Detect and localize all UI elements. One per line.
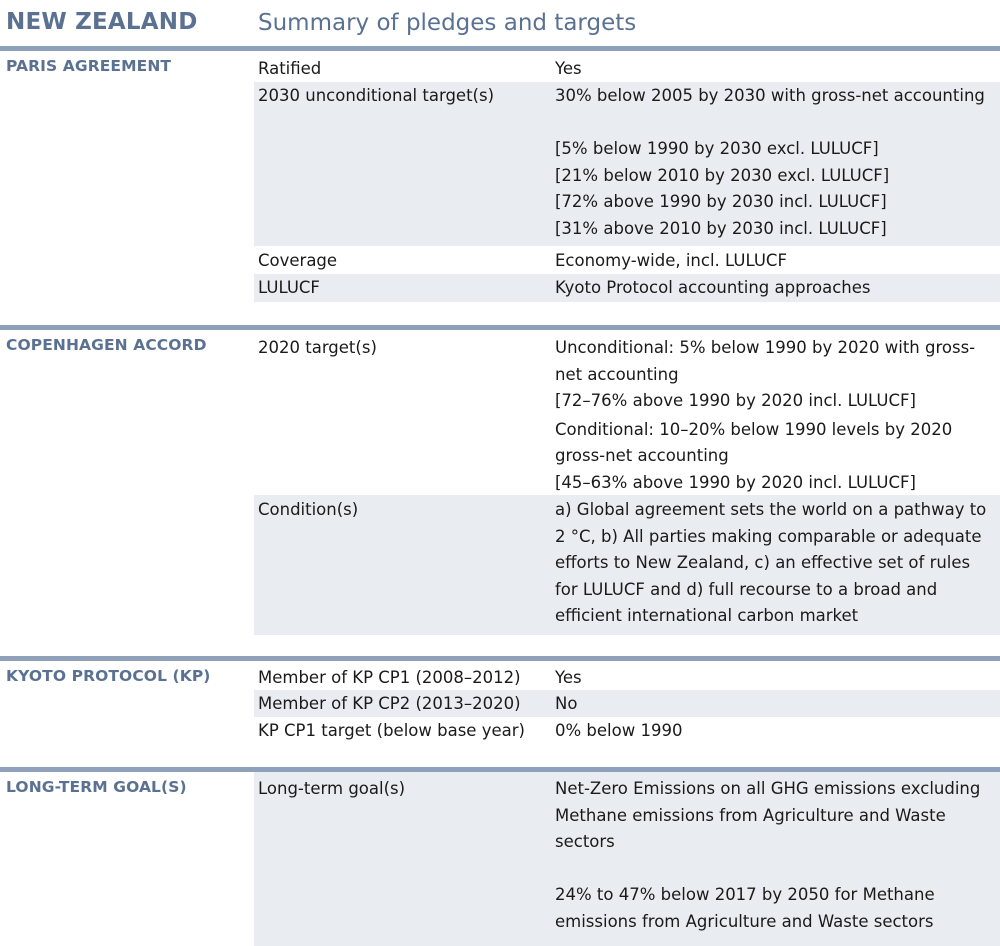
page-subtitle: Summary of pledges and targets <box>258 10 637 36</box>
section-title: PARIS AGREEMENT <box>6 57 172 75</box>
section-title: LONG-TERM GOAL(S) <box>6 778 187 796</box>
row-value <box>555 497 995 630</box>
value-line: net accounting <box>555 364 679 384</box>
value-line: a) Global agreement sets the world on a pathway to <box>555 500 987 519</box>
section-divider <box>0 325 1000 330</box>
value-line: efficient international carbon market <box>555 606 859 625</box>
value-line: [72–76% above 1990 by 2020 incl. LULUCF] <box>555 391 916 410</box>
section-title: KYOTO PROTOCOL (KP) <box>6 667 211 685</box>
row-kp-cp2 <box>254 690 1000 717</box>
section-paris-agreement <box>0 46 1000 308</box>
value-line: [72% above 1990 by 2030 incl. LULUCF] <box>555 192 887 211</box>
row-value: 0% below 1990 <box>555 721 683 740</box>
row-value <box>555 83 995 242</box>
row-kp-cp1-target <box>254 717 1000 745</box>
row-value <box>555 335 995 496</box>
value-line: gross-net accounting <box>555 446 729 465</box>
section-title: COPENHAGEN ACCORD <box>6 336 207 354</box>
value-line: 2 °C, b) All parties making comparable or adequate <box>555 526 982 546</box>
row-label: Member of KP CP2 (2013–2020) <box>258 694 521 713</box>
value-line: [31% above 2010 by 2030 incl. LULUCF] <box>555 218 887 238</box>
row-value: No <box>555 694 578 713</box>
value-line: [21% below 2010 by 2030 excl. LULUCF] <box>555 165 890 185</box>
row-ratified <box>254 55 1000 82</box>
value-line: Methane emissions from Agriculture and Waste <box>555 805 946 825</box>
row-long-term-goal <box>254 772 1000 946</box>
row-label: 2030 unconditional target(s) <box>258 86 495 105</box>
value-line: efforts to New Zealand, c) an effective set of rules <box>555 553 971 572</box>
value-line: Unconditional: 5% below 1990 by 2020 with gross- <box>555 338 976 357</box>
page-header <box>0 0 1000 48</box>
value-line: [5% below 1990 by 2030 excl. LULUCF] <box>555 139 879 158</box>
row-value: Yes <box>555 668 582 687</box>
row-coverage <box>254 246 1000 274</box>
row-label: Coverage <box>258 251 338 270</box>
value-line: sectors <box>555 832 615 851</box>
row-conditions <box>254 495 1000 635</box>
value-line: [45–63% above 1990 by 2020 incl. LULUCF] <box>555 472 916 492</box>
value-line: 30% below 2005 by 2030 with gross-net accounting <box>555 86 985 105</box>
row-lulucf <box>254 274 1000 302</box>
row-2030-target <box>254 82 1000 246</box>
row-label: LULUCF <box>258 278 320 297</box>
value-line: Conditional: 10–20% below 1990 levels by 2020 <box>555 419 953 439</box>
row-kp-cp1 <box>254 661 1000 690</box>
row-label: Condition(s) <box>258 500 359 519</box>
row-label: Long-term goal(s) <box>258 779 406 798</box>
section-divider <box>0 46 1000 51</box>
row-value: Yes <box>555 59 582 78</box>
value-line: 24% to 47% below 2017 by 2050 for Methane <box>555 885 935 904</box>
country-title: NEW ZEALAND <box>6 9 198 35</box>
row-label: KP CP1 target (below base year) <box>258 721 525 740</box>
value-line: Net-Zero Emissions on all GHG emissions excluding <box>555 779 981 798</box>
row-label: Member of KP CP1 (2008–2012) <box>258 668 521 687</box>
section-kyoto-protocol <box>0 656 1000 748</box>
section-copenhagen-accord <box>0 325 1000 637</box>
row-value: Economy-wide, incl. LULUCF <box>555 251 787 270</box>
row-label: Ratified <box>258 59 322 78</box>
value-line: emissions from Agriculture and Waste sectors <box>555 911 934 931</box>
row-value <box>555 776 995 935</box>
row-2020-target <box>254 331 1000 495</box>
value-line: for LULUCF and d) full recourse to a broad and <box>555 579 938 599</box>
row-value: Kyoto Protocol accounting approaches <box>555 278 871 297</box>
section-long-term-goals <box>0 767 1000 946</box>
row-label: 2020 target(s) <box>258 338 377 357</box>
